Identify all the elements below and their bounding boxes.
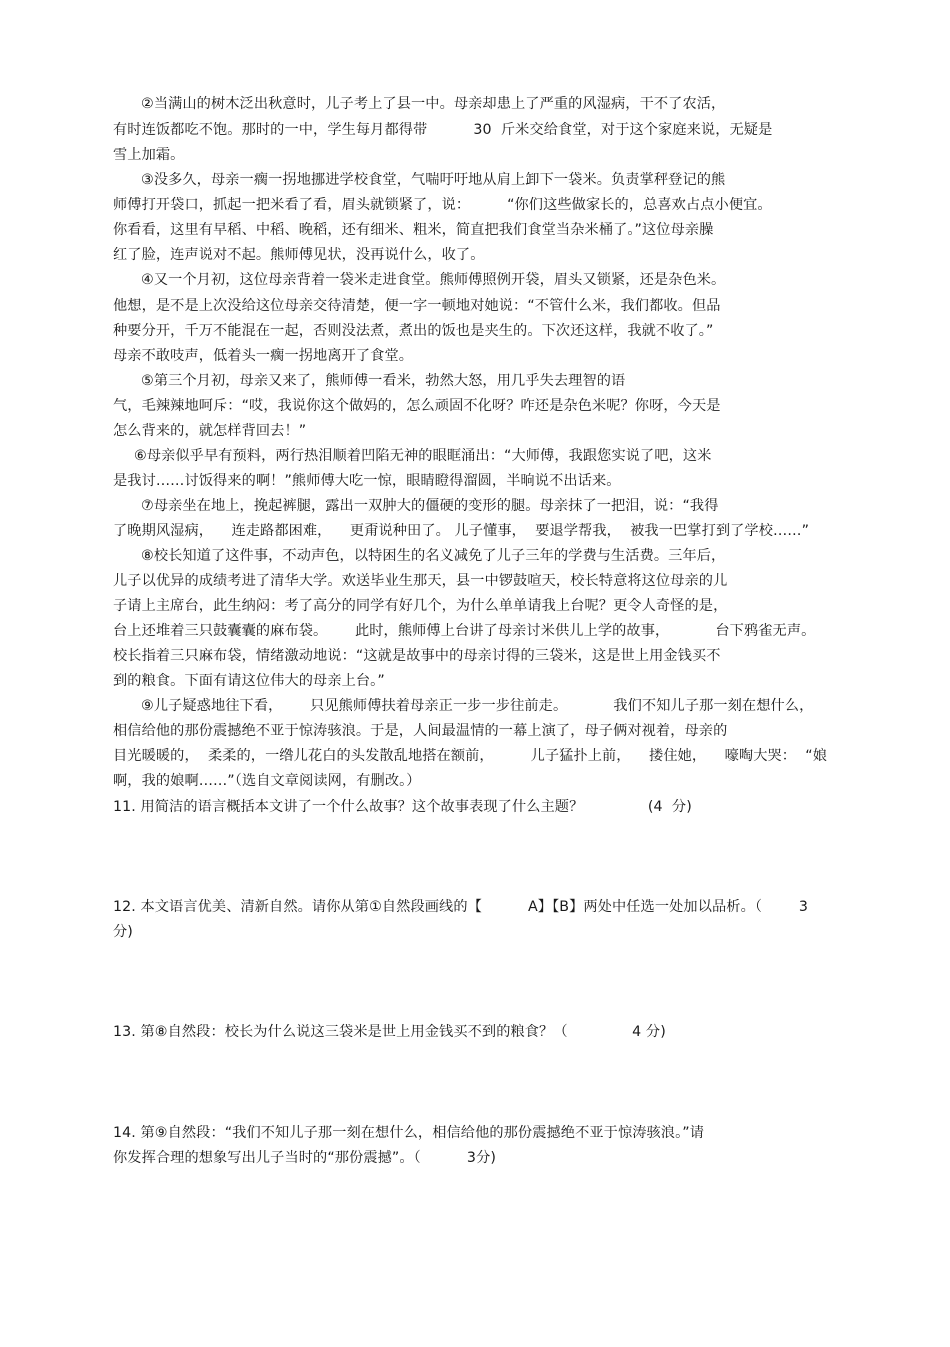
passage-line: 相信给他的那份震撼绝不亚于惊涛骇浪。于是，人间最温情的一幕上演了，母子俩对视着，母亲的 [113,723,728,739]
passage-line: 气，毛辣辣地呵斥：“哎，我说你这个做妈的，怎么顽固不化呀？咋还是杂色米呢？你呀，今天是 [113,398,721,414]
passage-line: 啊，我的娘啊……”（选自文章阅读网，有删改。） [113,773,421,789]
passage-line: 是我讨……讨饭得来的啊！”熊师傅大吃一惊，眼睛瞪得溜圆，半晌说不出话来。 [113,473,621,489]
passage-line: ⑧校长知道了这件事，不动声色，以特困生的名义减免了儿子三年的学费与生活费。三年后， [141,548,726,564]
passage-line: 怎么背来的，就怎样背回去！” [113,423,307,439]
passage-line: 有时连饭都吃不饱。那时的一中，学生每月都得带 30 斤米交给食堂，对于这个家庭来说，无疑是 [113,122,773,138]
passage-line: 儿子以优异的成绩考进了清华大学。欢送毕业生那天，县一中锣鼓喧天，校长特意将这位母亲的儿 [113,573,728,589]
passage-line: 师傅打开袋口，抓起一把米看了看，眉头就锁紧了，说： “你们这些做家长的，总喜欢占点小便宜。 [113,197,772,213]
question-13: 13. 第⑧自然段：校长为什么说这三袋米是世上用金钱买不到的粮食？（ 4 分) [113,1024,666,1040]
passage-line: 红了脸，连声说对不起。熊师傅见状，没再说什么，收了。 [113,247,485,263]
passage-line: 种要分开，千万不能混在一起，否则没法煮，煮出的饭也是夹生的。下次还这样，我就不收了。” [113,323,714,339]
question-12-continued: 分) [113,924,133,940]
passage-line: ⑨儿子疑惑地往下看， 只见熊师傅扶着母亲正一步一步往前走。 我们不知儿子那一刻在想什么， [141,698,814,714]
passage-line: ②当满山的树木泛出秋意时，儿子考上了县一中。母亲却患上了严重的风湿病，干不了农活， [141,96,726,112]
passage-line: ③没多久，母亲一瘸一拐地挪进学校食堂，气喘吁吁地从肩上卸下一袋米。负责掌秤登记的熊 [141,172,726,188]
passage-line: ④又一个月初，这位母亲背着一袋米走进食堂。熊师傅照例开袋，眉头又锁紧，还是杂色米。 [141,272,726,288]
passage-line: ⑤第三个月初，母亲又来了，熊师傅一看米，勃然大怒，用几乎失去理智的语 [141,373,626,389]
passage-line: 雪上加霜。 [113,147,185,163]
passage-line: 台上还堆着三只鼓囊囊的麻布袋。 此时，熊师傅上台讲了母亲讨米供儿上学的故事， 台下鸦雀无声。 [113,623,816,639]
passage-line: ⑦母亲坐在地上，挽起裤腿，露出一双肿大的僵硬的变形的腿。母亲抹了一把泪，说：“我得 [141,498,719,514]
passage-line: 母亲不敢吱声，低着头一瘸一拐地离开了食堂。 [113,348,414,364]
passage-line: 子请上主席台，此生纳闷：考了高分的同学有好几个，为什么单单请我上台呢？更令人奇怪的是， [113,598,728,614]
passage-line: 到的粮食。下面有请这位伟大的母亲上台。” [113,673,385,689]
question-11: 11. 用简洁的语言概括本文讲了一个什么故事？这个故事表现了什么主题？ (4 分) [113,799,692,815]
question-12: 12. 本文语言优美、清新自然。请你从第①自然段画线的【 A】【B】两处中任选一处加以品析。（ 3 [113,899,809,915]
question-14-continued: 你发挥合理的想象写出儿子当时的“那份震撼”。（ 3分) [113,1150,496,1166]
question-14: 14. 第⑨自然段：“我们不知儿子那一刻在想什么，相信给他的那份震撼绝不亚于惊涛骇浪。”请 [113,1125,705,1141]
passage-line: 校长指着三只麻布袋，情绪激动地说：“这就是故事中的母亲讨得的三袋米，这是世上用金钱买不 [113,648,721,664]
passage-line: 目光暖暖的， 柔柔的，一绺儿花白的头发散乱地搭在额前， 儿子猛扑上前， 搂住她， 嚎啕大哭： “娘 [113,748,828,764]
passage-line: 他想，是不是上次没给这位母亲交待清楚，便一字一顿地对她说：“不管什么米，我们都收。但品 [113,298,721,314]
passage-line: 了晚期风湿病， 连走路都困难， 更甭说种田了。 儿子懂事， 要退学帮我， 被我一巴掌打到了学校……” [113,523,810,539]
passage-line: 你看看，这里有早稻、中稻、晚稻，还有细米、粗米，简直把我们食堂当杂米桶了。”这位母亲臊 [113,222,714,238]
passage-line: ⑥母亲似乎早有预料，两行热泪顺着凹陷无神的眼眶涌出：“大师傅，我跟您实说了吧，这米 [134,448,712,464]
